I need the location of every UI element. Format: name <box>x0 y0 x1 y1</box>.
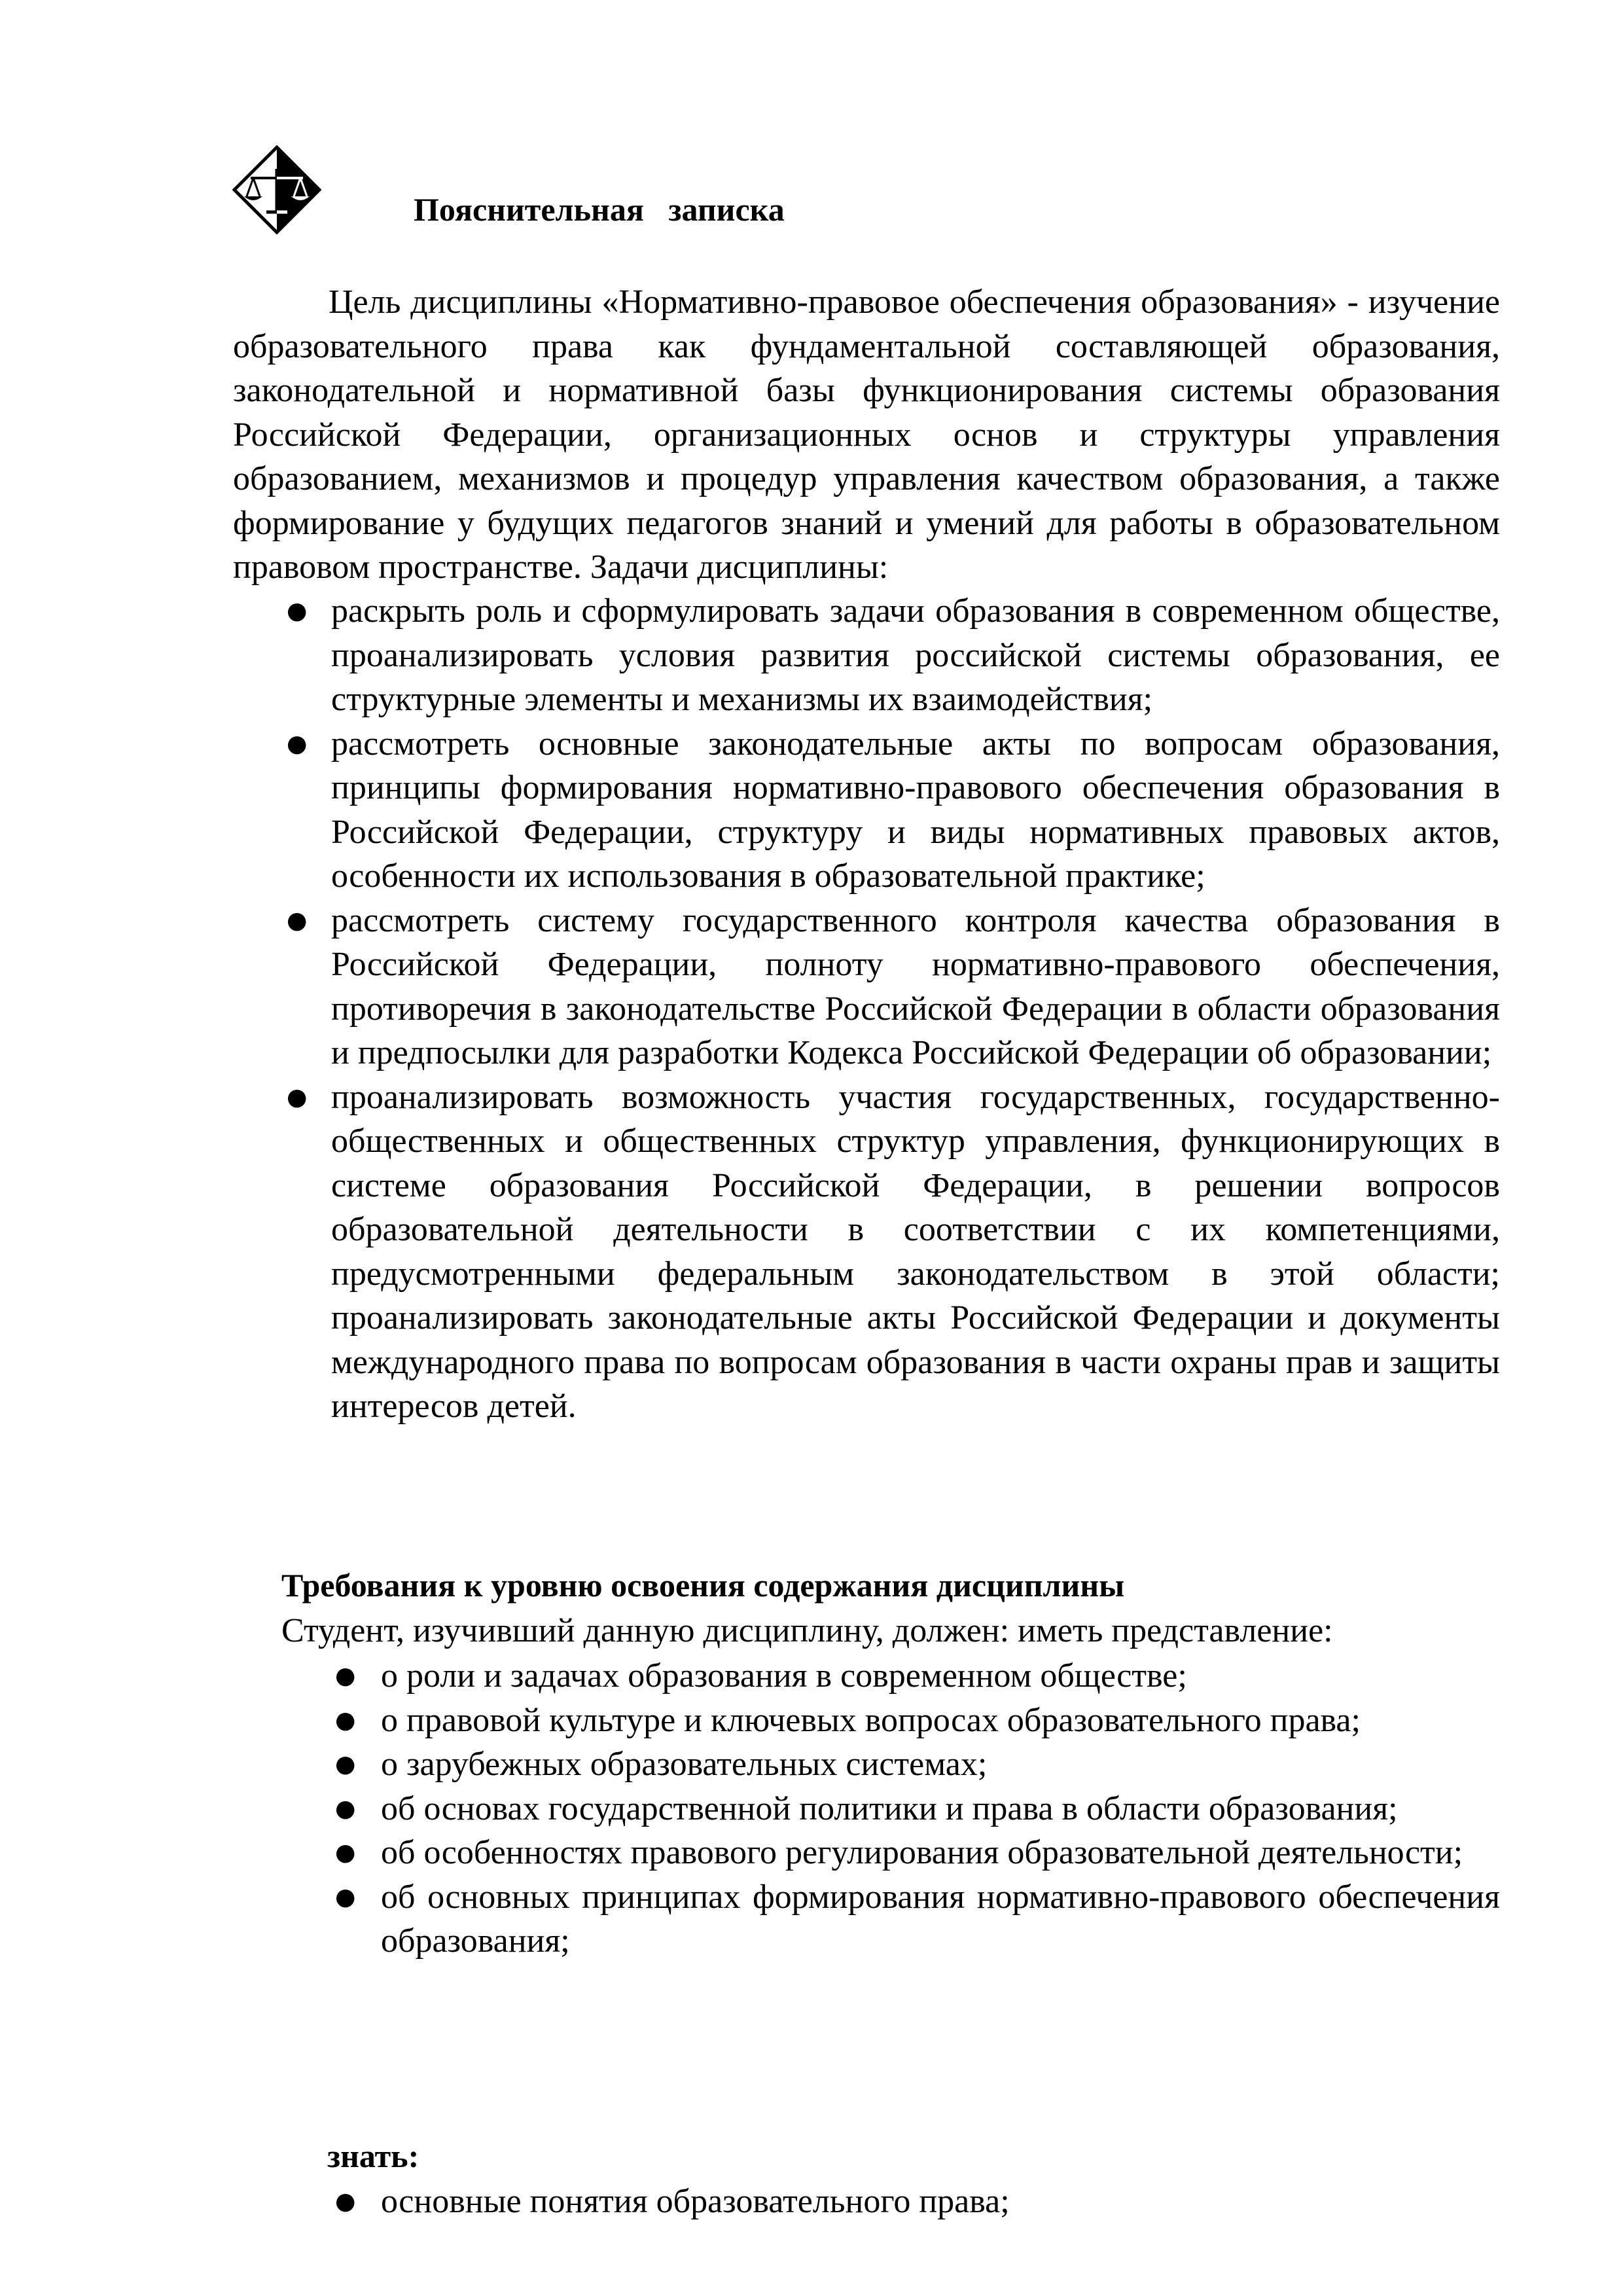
represent-text: о правовой культуре и ключевых вопросах образовательного права; <box>381 1701 1361 1739</box>
list-item <box>281 1787 1500 1831</box>
bullet-icon: ● <box>287 730 308 757</box>
requirements-intro: Студент, изучивший данную дисциплину, должен: иметь представление: <box>281 1612 1333 1649</box>
know-text: основные понятия образовательного права; <box>381 2183 1010 2220</box>
represent-text: об основных принципах формирования нормативно-правового обеспечения образования; <box>381 1878 1500 1960</box>
list-item <box>233 722 1500 899</box>
requirements-heading: Требования к уровню освоения содержания дисциплины <box>281 1567 1125 1604</box>
bullet-icon: ● <box>335 1751 356 1778</box>
bullet-icon: ● <box>287 906 308 934</box>
represent-text: о роли и задачах образования в современном обществе; <box>381 1657 1187 1695</box>
represent-text: о зарубежных образовательных системах; <box>381 1746 988 1783</box>
list-item <box>233 1075 1500 1429</box>
document-title: Пояснительная записка <box>414 191 785 228</box>
know-list <box>281 2179 1500 2224</box>
bullet-icon: ● <box>335 1795 356 1822</box>
list-item <box>281 1831 1500 1875</box>
list-item <box>281 1654 1500 1698</box>
list-item <box>281 1875 1500 1964</box>
represent-text: об основах государственной политики и права в области образования; <box>381 1789 1398 1827</box>
bullet-icon: ● <box>335 1883 356 1910</box>
represent-list <box>281 1654 1500 1964</box>
task-text: проанализировать возможность участия государственных, государственно-общественных и общественных структур управления, функционирующих в системе образования Российской Федерации, в решении вопросов образовательной деятельности в соответствии с их компетенциями, предусмотренными федеральным законодательством в этой области; проанализировать законодательные акты Российской Федерации и документы международного права по вопросам образования в части охраны прав и защиты интересов детей. <box>331 1078 1500 1425</box>
bullet-icon: ● <box>335 1706 356 1734</box>
represent-text: об особенностях правового регулирования образовательной деятельности; <box>381 1834 1463 1871</box>
bullet-icon: ● <box>335 2188 356 2215</box>
bullet-icon: ● <box>335 1839 356 1866</box>
list-item <box>233 589 1500 722</box>
list-item <box>281 2179 1500 2224</box>
task-text: рассмотреть систему государственного контроля качества образования в Российской Федерации, полноту нормативно-правового обеспечения, противоречия в законодательстве Российской Федерации в области образования и предпосылки для разработки Кодекса Российской Федерации об образовании; <box>331 901 1500 1071</box>
bullet-icon: ● <box>287 1083 308 1111</box>
list-item <box>281 1742 1500 1787</box>
bullet-icon: ● <box>287 598 308 624</box>
scales-of-justice-diamond-icon <box>232 145 321 234</box>
intro-paragraph: Цель дисциплины «Нормативно-правовое обеспечения образования» - изучение образовательного права как фундаментальной составляющей образования, законодательной и нормативной базы функционирования системы образования Российской Федерации, организационных основ и структуры управления образованием, механизмов и процедур управления качеством образования, а также формирование у будущих педагогов знаний и умений для работы в образовательном правовом пространстве. Задачи дисциплины: <box>233 283 1500 586</box>
list-item <box>281 1698 1500 1743</box>
tasks-list <box>233 589 1500 1429</box>
task-text: рассмотреть основные законодательные акты по вопросам образования, принципы формирования нормативно-правового обеспечения образования в Российской Федерации, структуру и виды нормативных правовых актов, особенности их использования в образовательной практике; <box>331 725 1500 895</box>
know-label: знать: <box>327 2138 419 2174</box>
list-item <box>233 899 1500 1075</box>
task-text: раскрыть роль и сформулировать задачи образования в современном обществе, проанализировать условия развития российской системы образования, ее структурные элементы и механизмы их взаимодействия; <box>331 592 1500 718</box>
bullet-icon: ● <box>335 1662 356 1689</box>
